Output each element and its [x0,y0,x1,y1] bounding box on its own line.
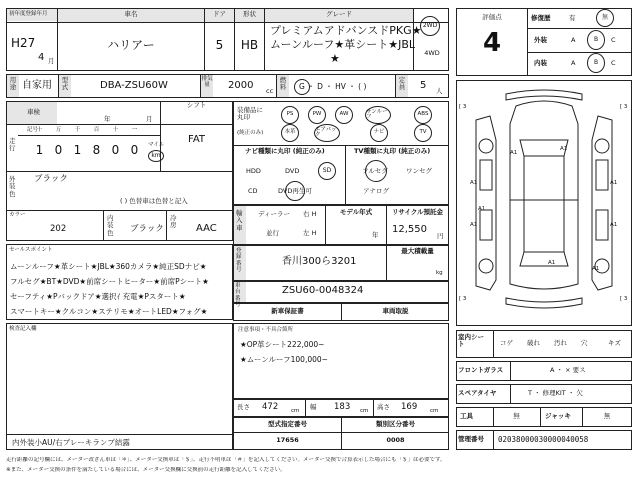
grade-label: グレード [265,9,413,22]
sales-line-1: ムーンルーフ★革シート★JBL★360カメラ★純正SDナビ★ [10,262,207,271]
nav-sd: SD [322,167,332,174]
diagram-mark: [ 3 [620,104,628,110]
inspector-line: 内外装小AU/右ブレーキランプ結露 [12,438,130,447]
tv-title: TV種類に丸印 (純正のみ) [354,147,431,155]
designation-value: 17656 [276,436,299,444]
width-value: 183 [334,402,351,412]
new-car-warranty: 新車保証書 [271,307,304,315]
exterior-label: 外装 [534,36,547,44]
model-label: 型式 [59,75,71,97]
diagram-label: A1 [610,180,618,186]
inspection-month: 月 [146,115,153,123]
mileage-symbol-label: 記号 [27,127,39,133]
jack-label: ジャッキ [545,412,571,420]
doors-label: ドア [205,9,234,22]
diagram-mark: [ 3 [459,104,467,110]
nav-dvd: DVD [285,167,300,175]
designation-label: 型式指定番号 [268,420,307,428]
color-code-value: 202 [50,224,67,234]
interior-color-label: 内装色 [107,214,114,237]
height-label: 高さ [377,403,390,411]
tools-label: 工具 [460,412,473,420]
car-name-label: 車名 [58,9,204,22]
equipment-item: 本革 [281,124,299,142]
tv-analog: アナログ [363,187,389,195]
max-load-label: 最大積載量 [401,247,434,255]
nav-sd-circle [318,162,336,180]
shape-label: 形状 [235,9,264,22]
shift-value: FAT [187,134,205,145]
sales-line-2: フルセグ★BT★DVD★前席シートヒーター★前席Pシート★ [10,277,209,286]
cc-unit: cc [266,87,274,95]
color-label: 外装色 [9,175,16,198]
mileage-unit: 百 [93,127,100,133]
mileage-unit: 一 [131,127,138,133]
registration-value: 香川300ら3201 [282,256,357,267]
registration-label: 登録番号 [234,246,246,280]
mileage-digit: 8 [92,143,101,157]
tv-fullseg: フルセグ [362,167,388,175]
fuel-value: G ・ D ・ HV ・ ( ) [299,82,367,91]
drive-2wd: 2WD [422,22,438,29]
chassis-value: ZSU60-0048324 [282,285,364,296]
drive-4wd: 4WD [424,49,440,57]
exterior-b-circle [587,30,605,50]
mileage-digit: 0 [130,143,139,157]
interior-a: A [571,59,576,67]
seat-item: 穴 [581,339,588,347]
management-value: 02038000030000040058 [498,435,589,444]
import-right: 右 H [303,210,317,218]
diagram-mark: [ 3 [620,296,628,302]
notes-line-1: ★OP革シート222,000~ [240,340,325,349]
management-label: 管理番号 [458,435,484,443]
capacity-value: 5 [420,80,427,91]
mileage-unit: 十 [112,127,119,133]
equipment-label: 装備品に丸印 [237,106,263,122]
mileage-label: 走行 [9,137,16,153]
seat-item: 破れ [527,339,540,347]
import-label: 輸入車 [234,206,246,244]
import-left: 左 H [303,229,317,237]
interior-color-value: ブラック [130,224,164,234]
doors-value: 5 [215,38,224,52]
interior-b-circle [587,53,605,73]
equipment-item: TV [414,124,432,142]
diagram-label: A1 [610,222,618,228]
height-unit: cm [430,408,439,414]
footer-line-1: 走行距離の記号欄には、メーター改ざん車は「＊」、メーター交換車は「＄」、走行不明車は「＃」を記入してください。メーター交換で合算表示した場合にも「＄」は必要です。 [6,457,446,463]
category-value: 0008 [386,436,405,444]
inspection-label: 車検 [7,102,57,124]
model-value: DBA-ZSU60W [100,80,168,91]
ac-label: 冷房 [170,214,177,230]
interior-label: 内装 [534,59,547,67]
chassis-label: 車台番号 [234,282,246,302]
mileage-unit: 万 [55,127,62,133]
fuel-label: 燃料 [277,75,289,97]
inspector-label: 検査記入欄 [9,326,37,332]
import-dealer: ディーラー [258,210,290,218]
inspection-year: 年 [104,115,111,123]
footer-line-2: ※また、メーター交換の条件を満たしている場合には、メーター交換欄に交換前の走行距離を記入してください。 [6,467,286,473]
category-label: 類別区分番号 [376,420,415,428]
mileage-digit: 1 [73,143,82,157]
import-parallel: 並行 [266,229,279,237]
shape-value: HB [240,38,259,52]
mileage-unit: 千 [74,127,81,133]
exterior-a: A [571,36,576,44]
recycle-value: 12,550 [392,224,427,235]
notes-label: 注意事項・不具合箇所 [238,327,294,333]
sales-line-4: スマートキー★クルコン★ステリモ★オートLED★フォグ★ [10,307,208,316]
spare-value: T ・ 修理KIT ・ 欠 [528,389,583,397]
equipment-item: AW [335,106,353,124]
score-label: 評価点 [482,13,502,21]
nav-cd: CD [248,187,258,195]
use-label: 用途 [7,75,19,97]
sales-line-3: セーフティ★Pバックドア★選択ｲ 充電★Pスタート★ [10,292,186,301]
grade-line1: プレミアムアドバンスドPKG★ [270,24,422,37]
car-diagram [456,80,632,326]
displacement-value: 2000 [228,80,254,91]
exterior-b: B [593,36,599,43]
repair-no: 無 [601,14,608,21]
equipment-item: サンルーフ [365,106,391,124]
diagram-label: A1 [470,222,478,228]
equipment-item: エアバック [314,124,340,142]
grade-line3: ★ [330,52,340,65]
ac-value: AAC [196,223,217,234]
tools-value: 無 [513,412,520,420]
grade-line2: ムーンルーフ★革シート★JBL [270,38,416,51]
mileage-digit: 0 [111,143,120,157]
color-value: ブラック [34,174,68,184]
vehicle-manual: 車両取説 [382,307,409,315]
capacity-unit: 人 [436,87,443,95]
diagram-label: A1 [548,260,556,266]
diagram-label: A1 [592,266,600,272]
displacement-label: 排気量 [201,75,213,97]
reg-month: 4 [38,52,45,63]
recycle-label: リサイクル預託金 [391,208,444,216]
glass-label: フロントガラス [458,366,504,374]
mileage-unit: 十 [36,127,43,133]
equipment-item: ナビ [370,124,388,142]
first-reg-label: 初年度登録年月 [7,9,57,21]
equipment-item: PS [281,106,299,124]
seat-label: 室内シート [458,333,484,349]
length-label: 長さ [237,403,250,411]
recycle-unit: 円 [437,232,444,240]
color-code-label: カラー [9,212,26,218]
nav-title: ナビ種類に丸印 (純正のみ) [245,147,325,155]
color-note: ( ) 色替車は色替と記入 [120,197,188,205]
km-circle [148,150,164,162]
glass-value: A ・ × 要ス [550,366,586,374]
capacity-label: 定員 [396,75,408,97]
interior-c: C [611,59,616,67]
month-unit: 月 [48,57,55,65]
mile-label: マイル [148,142,165,148]
use-value: 自家用 [22,80,52,91]
model-year-label: モデル年式 [339,208,373,216]
length-value: 472 [262,402,279,412]
drive-2wd-circle [420,16,440,36]
seat-item: コゲ [500,339,513,347]
width-label: 幅 [310,403,317,411]
nav-hdd: HDD [246,167,261,175]
max-load-kg: kg [436,270,443,276]
length-unit: cm [291,408,300,414]
equipment-item: ABS [414,106,432,124]
seat-item: 汚れ [554,339,567,347]
repair-no-circle [596,9,614,27]
inspector-frame [6,323,233,450]
equipment-item: PW [308,106,326,124]
diagram-label: A1 [478,206,486,212]
diagram-label: A1 [470,180,478,186]
width-unit: cm [360,408,369,414]
score-value: 4 [482,28,502,58]
notes-line-2: ★ムーンルーフ100,000~ [240,355,328,364]
height-value: 169 [401,402,418,412]
mileage-digit: 1 [35,143,44,157]
diagram-mark: [ 3 [459,296,467,302]
repair-yes: 有 [569,14,576,22]
diagram-label: A1 [560,146,568,152]
repair-label: 修復歴 [531,14,551,22]
diagram-label: A1 [510,150,518,156]
mileage-digit: 0 [54,143,63,157]
tv-oneseg: ワンセグ [406,167,432,175]
era-year: H27 [11,36,36,50]
interior-b: B [593,59,599,66]
jack-value: 無 [603,412,611,420]
car-name: ハリアー [107,38,155,52]
seat-item: キズ [608,339,621,347]
nav-dvd-play: DVD再生可 [278,187,312,195]
km-label: km [151,152,161,159]
model-year-value: 年 [372,231,379,239]
spare-label: スペアタイヤ [458,389,497,397]
shift-label: シフト [186,101,207,109]
equipment-sub: (純正のみ) [237,130,264,136]
exterior-c: C [611,36,616,44]
sales-label: セールスポイント [9,247,53,253]
